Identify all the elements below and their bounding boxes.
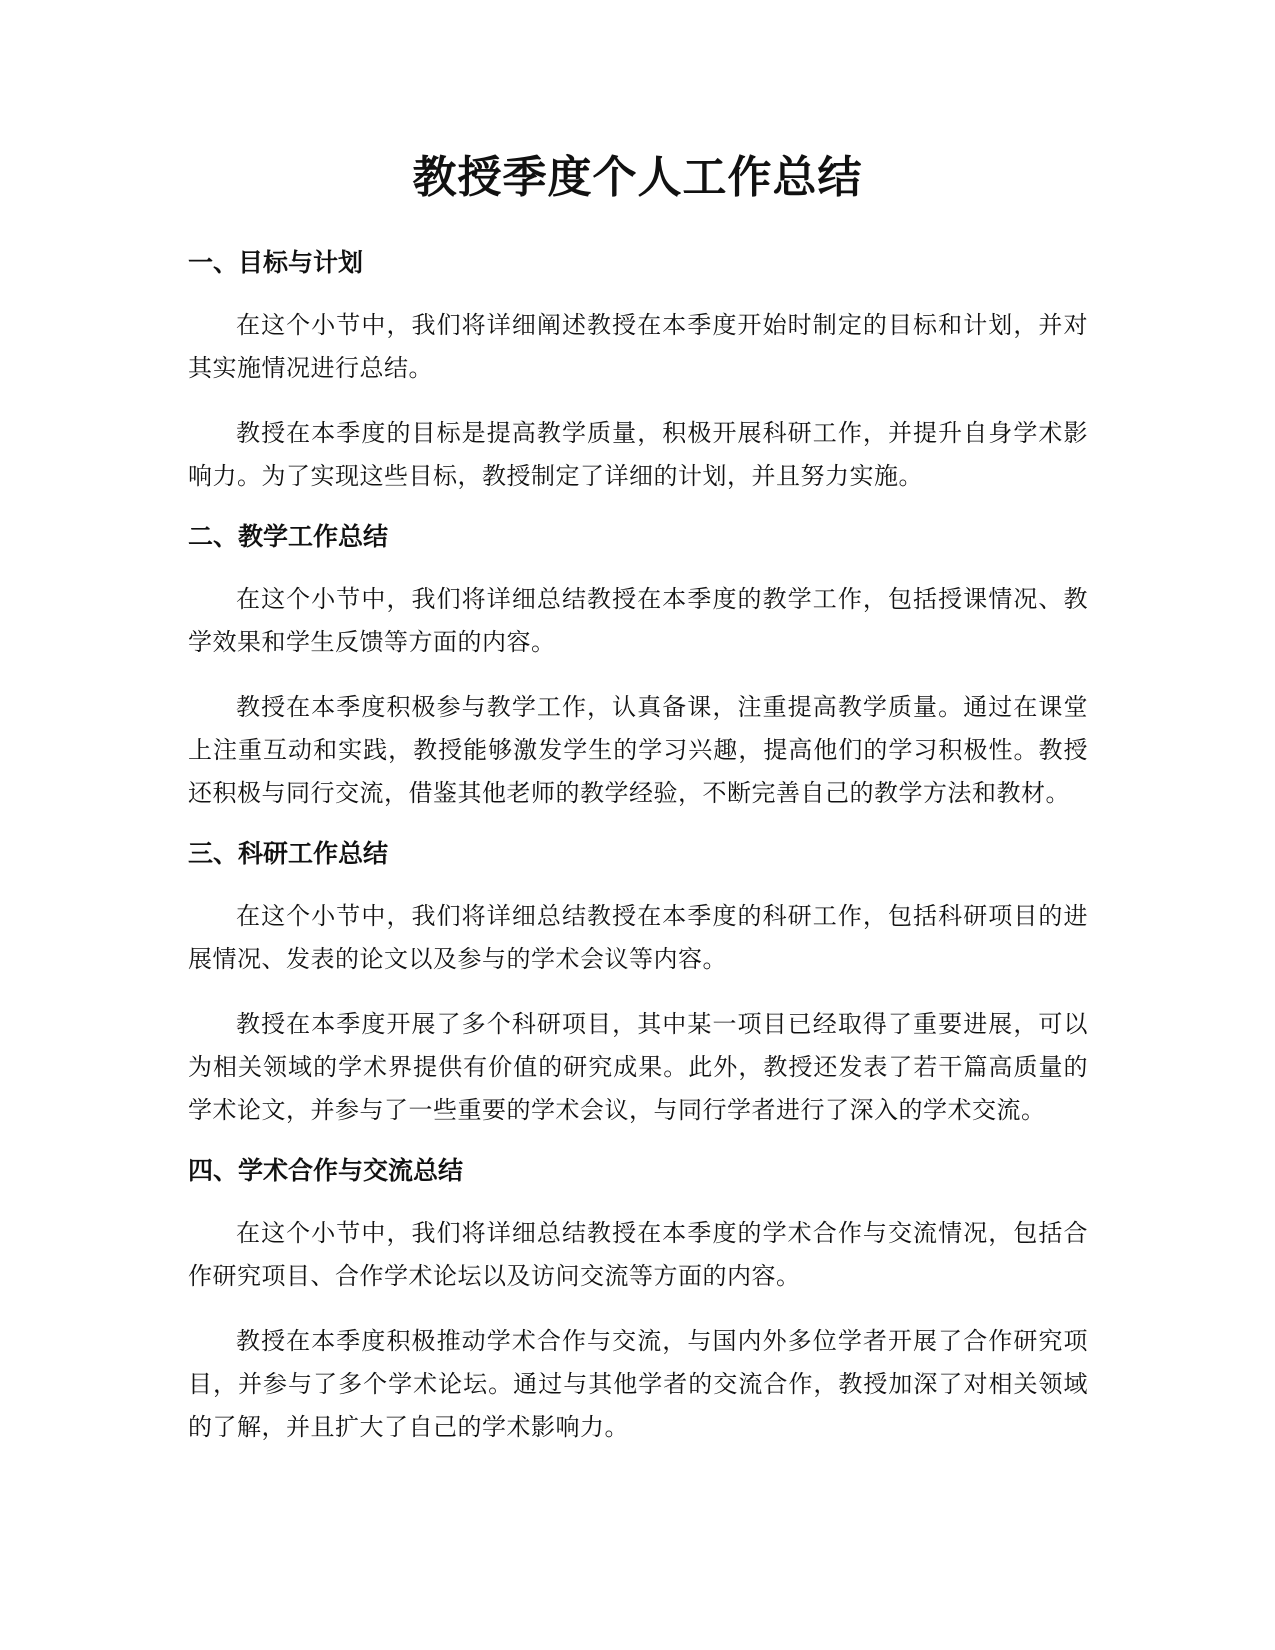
section-heading: 一、目标与计划 [188, 248, 364, 277]
document-body [188, 246, 1088, 1471]
paragraph: 在这个小节中，我们将详细总结教授在本季度的教学工作，包括授课情况、教学效果和学生反馈等方面的内容。 [188, 585, 1088, 656]
paragraph: 教授在本季度积极推动学术合作与交流，与国内外多位学者开展了合作研究项目，并参与了多个学术论坛。通过与其他学者的交流合作，教授加深了对相关领域的了解，并且扩大了自己的学术影响力。 [188, 1327, 1088, 1441]
paragraph: 教授在本季度开展了多个科研项目，其中某一项目已经取得了重要进展，可以为相关领域的学术界提供有价值的研究成果。此外，教授还发表了若干篇高质量的学术论文，并参与了一些重要的学术会议，与同行学者进行了深入的学术交流。 [188, 1010, 1088, 1124]
section-teaching-summary [188, 520, 1088, 815]
paragraph: 在这个小节中，我们将详细阐述教授在本季度开始时制定的目标和计划，并对其实施情况进行总结。 [188, 311, 1088, 382]
section-collaboration-summary [188, 1154, 1088, 1449]
section-heading: 二、教学工作总结 [188, 522, 389, 551]
section-research-summary [188, 837, 1088, 1132]
section-goals-and-plans [188, 246, 1088, 498]
section-heading: 三、科研工作总结 [188, 839, 389, 868]
paragraph: 教授在本季度的目标是提高教学质量，积极开展科研工作，并提升自身学术影响力。为了实现这些目标，教授制定了详细的计划，并且努力实施。 [188, 419, 1088, 490]
paragraph: 教授在本季度积极参与教学工作，认真备课，注重提高教学质量。通过在课堂上注重互动和实践，教授能够激发学生的学习兴趣，提高他们的学习积极性。教授还积极与同行交流，借鉴其他老师的教学经验，不断完善自己的教学方法和教材。 [188, 693, 1088, 807]
paragraph: 在这个小节中，我们将详细总结教授在本季度的科研工作，包括科研项目的进展情况、发表的论文以及参与的学术会议等内容。 [188, 902, 1088, 973]
paragraph: 在这个小节中，我们将详细总结教授在本季度的学术合作与交流情况，包括合作研究项目、合作学术论坛以及访问交流等方面的内容。 [188, 1219, 1088, 1290]
section-heading: 四、学术合作与交流总结 [188, 1156, 464, 1185]
document-title: 教授季度个人工作总结 [412, 152, 863, 203]
